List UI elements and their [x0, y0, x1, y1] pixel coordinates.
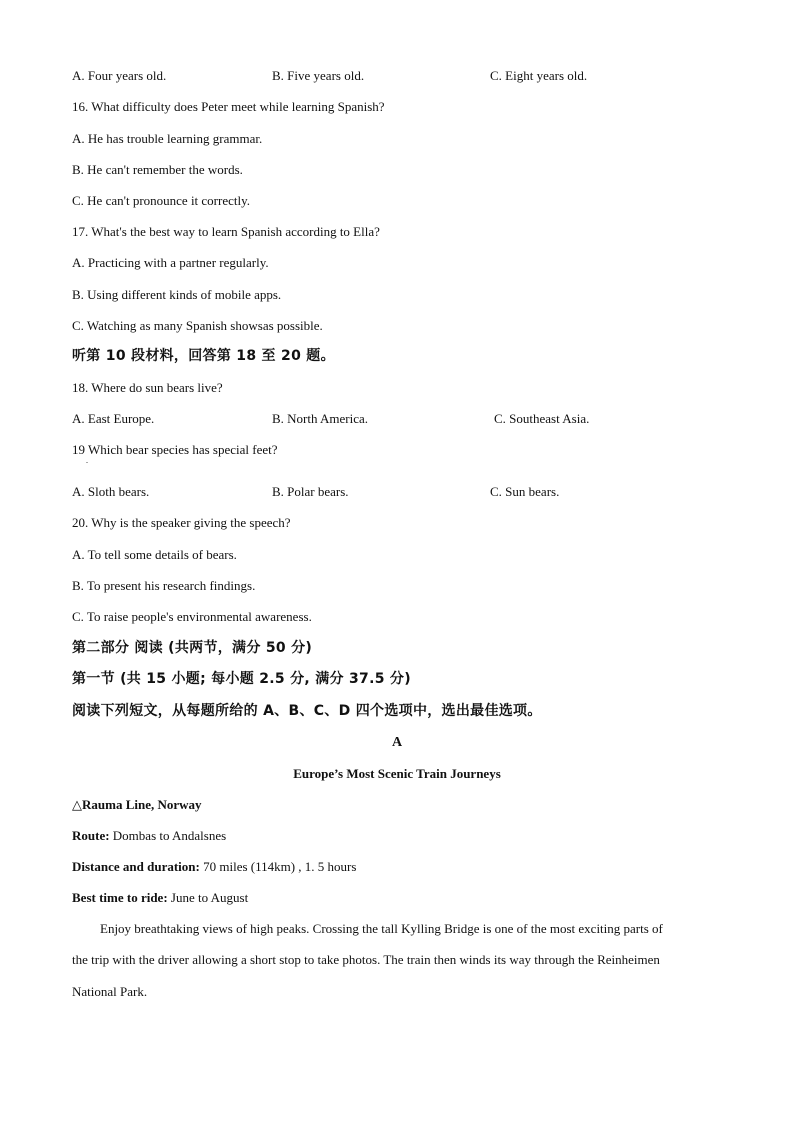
distance-label: Distance and duration:: [72, 859, 200, 874]
q19-question: 19 Which bear species has special feet?: [72, 442, 278, 457]
paragraph-line-2: the trip with the driver allowing a short stop to take photos. The train then winds its way through the Reinheimen: [72, 952, 660, 967]
q17-question: 17. What's the best way to learn Spanish according to Ella?: [72, 224, 380, 239]
q20-option-c: C. To raise people's environmental awareness.: [72, 609, 312, 624]
besttime-line: [72, 890, 248, 906]
q16-question: 16. What difficulty does Peter meet while learning Spanish?: [72, 99, 385, 114]
q17-option-a: A. Practicing with a partner regularly.: [72, 255, 269, 270]
route-value: Dombas to Andalsnes: [109, 828, 227, 843]
q16-option-a: A. He has trouble learning grammar.: [72, 131, 263, 146]
q19-option-a: A. Sloth bears.: [72, 484, 150, 499]
q15-option-a: A. Four years old.: [72, 68, 167, 83]
section1-heading: 第一节 (共 15 小题; 每小题 2.5 分, 满分 37.5 分): [72, 671, 411, 687]
q19-option-c: C. Sun bears.: [490, 484, 560, 499]
paragraph-line-1: Enjoy breathtaking views of high peaks. Crossing the tall Kylling Bridge is one of the most exciting parts of: [100, 921, 663, 936]
q19-option-b: B. Polar bears.: [272, 484, 349, 499]
q17-option-b: B. Using different kinds of mobile apps.: [72, 287, 282, 302]
q20-question: 20. Why is the speaker giving the speech?: [72, 515, 291, 530]
q18-option-a: A. East Europe.: [72, 411, 155, 426]
passage-title: Europe’s Most Scenic Train Journeys: [293, 766, 501, 781]
besttime-label: Best time to ride:: [72, 890, 168, 905]
q16-option-b: B. He can't remember the words.: [72, 162, 243, 177]
q16-option-c: C. He can't pronounce it correctly.: [72, 193, 251, 208]
distance-line: [72, 859, 356, 875]
route-label: Route:: [72, 828, 110, 843]
paragraph-line-3: National Park.: [72, 984, 148, 999]
q15-option-b: B. Five years old.: [272, 68, 365, 83]
besttime-value: June to August: [167, 890, 249, 905]
reading-instructions: 阅读下列短文，从每题所给的 A、B、C、D 四个选项中，选出最佳选项。: [72, 703, 542, 719]
route-line: [72, 828, 226, 844]
q18-option-c: C. Southeast Asia.: [494, 411, 590, 426]
part2-heading: 第二部分 阅读 (共两节，满分 50 分): [72, 640, 313, 656]
section10-heading: 听第 10 段材料，回答第 18 至 20 题。: [72, 348, 335, 364]
q20-option-a: A. To tell some details of bears.: [72, 547, 237, 562]
q15-option-c: C. Eight years old.: [490, 68, 588, 83]
q17-option-c: C. Watching as many Spanish showsas possible.: [72, 318, 323, 333]
q18-option-b: B. North America.: [272, 411, 369, 426]
q18-question: 18. Where do sun bears live?: [72, 380, 223, 395]
distance-value: 70 miles (114km) , 1. 5 hours: [199, 859, 357, 874]
q20-option-b: B. To present his research findings.: [72, 578, 256, 593]
passage-letter: A: [391, 735, 403, 750]
q19-stray-dot: .: [86, 456, 88, 465]
item-title: △Rauma Line, Norway: [72, 797, 202, 812]
